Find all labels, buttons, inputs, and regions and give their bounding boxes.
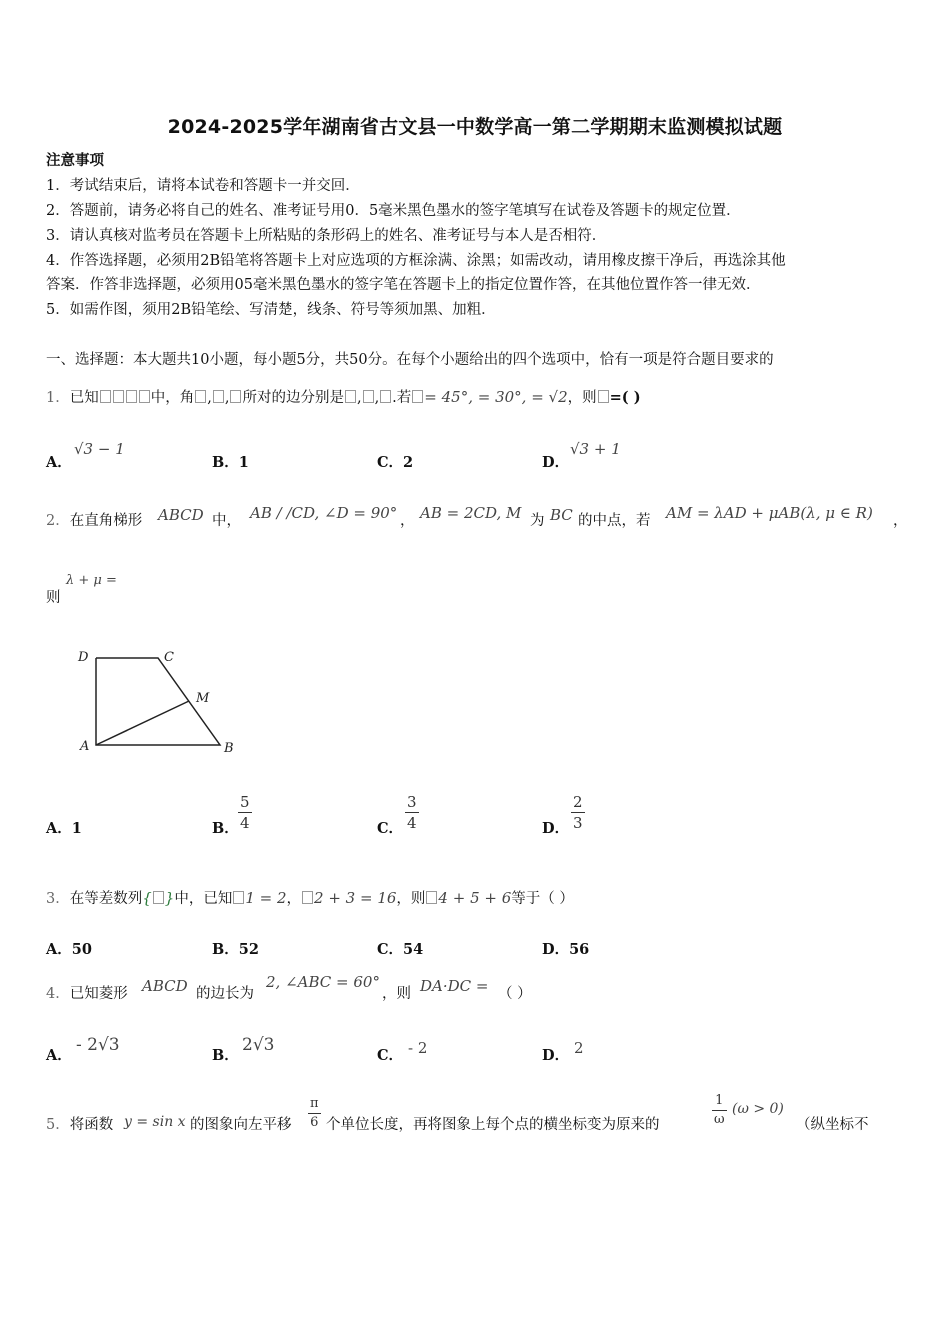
placeholder-icon <box>363 390 374 403</box>
q2-math-3: AB = 2CD, M <box>420 504 522 522</box>
q3-text-2: 中，已知 <box>174 891 233 907</box>
q3-option-d: D．56 <box>542 941 590 958</box>
placeholder-icon <box>345 390 356 403</box>
segment-am <box>96 701 189 745</box>
page-title: 2024-2025学年湖南省古文县一中数学高一第二学期期末监测模拟试题 <box>167 116 783 138</box>
q3-sequence: { } <box>142 889 175 907</box>
q4-math-2: 2, ∠ABC = 60° <box>266 973 380 991</box>
q3-text-5: 等于（ ） <box>511 891 574 907</box>
q1-text-4: .若 <box>392 390 412 406</box>
q1-text-2: 中，角 <box>150 390 195 406</box>
q2-option-a: A．1 <box>46 820 82 837</box>
notice-item-4b: 答案．作答非选择题，必须用05毫米黑色墨水的签字笔在答题卡上的指定位置作答，在其他位置作答一律无效． <box>46 277 761 293</box>
placeholder-icon <box>195 390 206 403</box>
placeholder-icon <box>426 891 437 904</box>
placeholder-icon <box>230 390 241 403</box>
q1-option-c: C．2 <box>377 454 414 471</box>
q1-option-d: D． <box>542 454 570 471</box>
q2-text-7: 则 <box>46 590 61 606</box>
q2-text-1: 在直角梯形 <box>69 513 143 529</box>
q2-text-2: 中， <box>212 513 241 529</box>
q1-condition: = 45°, = 30°, = √2 <box>424 388 568 406</box>
notice-item-2: 2．答题前，请务必将自己的姓名、准考证号用0．5毫米黑色墨水的签字笔填写在试卷及答题卡的规定位置． <box>46 203 741 219</box>
label-c: C <box>164 650 174 665</box>
q5-text-3: 个单位长度，再将图象上每个点的横坐标变为原来的 <box>326 1117 660 1133</box>
q5-math-1: y = sin x <box>124 1114 186 1130</box>
q4-math-1: ABCD <box>142 977 188 995</box>
placeholder-icon <box>412 390 423 403</box>
q3-text-1: 在等差数列 <box>69 891 143 907</box>
notice-heading: 注意事项 <box>46 152 104 169</box>
label-m: M <box>196 691 210 706</box>
q2-math-4: BC <box>550 506 573 524</box>
notice-item-5: 5．如需作图，须用2B铅笔绘、写清楚，线条、符号等须加黑、加粗． <box>46 302 496 318</box>
q1-option-d-value: √3 + 1 <box>570 440 621 458</box>
q3-text-4: ，则 <box>396 891 426 907</box>
q1-text-1: 已知 <box>69 390 99 406</box>
question-1: 1．已知 中，角 , , 所对的边分别是 , , .若 = 45°, = 30°, = √2，则 =( ) <box>46 388 641 406</box>
notice-item-3: 3．请认真核对监考员在答题卡上所粘贴的条形码上的姓名、准考证号与本人是否相符． <box>46 228 607 244</box>
q5-fraction-1: $\frac{\pi}{6}$ <box>310 1096 319 1130</box>
placeholder-icon <box>598 390 609 403</box>
q5-text-4: （纵坐标不 <box>796 1117 869 1133</box>
q3-cond-2: 2 + 3 = 16 <box>314 889 397 907</box>
q4-option-d: D． <box>542 1047 570 1064</box>
q5-fraction-2: $\frac{1}{\omega}$ <box>714 1093 725 1127</box>
q1-option-a: A． <box>46 454 72 471</box>
q3-option-a: A．50 <box>46 941 92 958</box>
q4-text-2: 的边长为 <box>196 986 254 1002</box>
q4-option-c: C． <box>377 1047 404 1064</box>
q2-option-b: B． <box>212 820 239 837</box>
placeholder-icon <box>213 390 224 403</box>
q4-option-d-value: 2 <box>574 1039 584 1057</box>
question-3 <box>46 888 574 909</box>
q4-option-a-value: - 2√3 <box>76 1035 120 1055</box>
placeholder-icon <box>113 390 124 403</box>
q3-option-c: C．54 <box>377 941 424 958</box>
q2-math-6: λ + μ = <box>66 573 117 588</box>
label-a: A <box>80 739 90 754</box>
q2-math-5: AM = λAD + μAB(λ, μ ∈ R) <box>666 504 873 522</box>
q4-option-a: A． <box>46 1047 72 1064</box>
q4-number: 4． <box>46 986 70 1002</box>
q4-option-b-value: 2√3 <box>242 1035 275 1055</box>
label-b: B <box>224 741 234 756</box>
q2-text-3: ， <box>400 513 415 529</box>
q4-option-b: B． <box>212 1047 239 1064</box>
q1-text-5: ，则 <box>567 390 597 406</box>
q2-option-c: C． <box>377 820 404 837</box>
placeholder-icon <box>100 390 111 403</box>
notice-item-1: 1．考试结束后，请将本试卷和答题卡一并交回． <box>46 178 360 194</box>
q2-text-5: 的中点，若 <box>578 513 651 529</box>
placeholder-icon <box>126 390 137 403</box>
q5-text-2: 的图象向左平移 <box>190 1117 292 1133</box>
question-4 <box>46 984 128 1004</box>
q1-option-b: B．1 <box>212 454 249 471</box>
q2-text-6: ， <box>893 513 908 529</box>
notice-item-4a: 4．作答选择题，必须用2B铅笔将答题卡上对应选项的方框涂满、涂黑；如需改动，请用橡皮擦干净后，再选涂其他 <box>46 253 786 269</box>
q2-text-4: 为 <box>530 513 545 529</box>
q4-option-c-value: - 2 <box>408 1039 428 1057</box>
q3-option-b: B．52 <box>212 941 259 958</box>
placeholder-icon <box>380 390 391 403</box>
q3-number: 3． <box>46 891 70 907</box>
question-5 <box>46 1115 113 1135</box>
q3-cond-3: 4 + 5 + 6 <box>438 889 512 907</box>
q4-math-3: DA·DC = <box>420 977 489 995</box>
label-d: D <box>78 650 89 665</box>
q5-math-2: (ω > 0) <box>732 1101 784 1117</box>
placeholder-icon <box>302 891 313 904</box>
q4-text-1: 已知菱形 <box>69 986 128 1002</box>
placeholder-icon <box>233 891 244 904</box>
q2-option-d-fraction: $\frac{2}{3}$ <box>573 793 583 832</box>
q2-math-1: ABCD <box>158 506 204 524</box>
q2-option-b-fraction: $\frac{5}{4}$ <box>240 793 250 832</box>
q5-number: 5． <box>46 1117 70 1133</box>
section-heading: 一、选择题：本大题共10小题，每小题5分，共50分。在每个小题给出的四个选项中，恰有一项是符合题目要求的 <box>46 352 774 368</box>
q1-text-3: 所对的边分别是 <box>242 390 344 406</box>
q2-math-2: AB / /CD, ∠D = 90° <box>250 504 398 522</box>
q2-option-d: D． <box>542 820 570 837</box>
placeholder-icon <box>153 891 164 904</box>
q1-number: 1． <box>46 390 70 406</box>
q2-number: 2． <box>46 513 70 529</box>
q3-cond-1: 1 = 2 <box>245 889 287 907</box>
question-2 <box>46 511 142 531</box>
q5-text-1: 将函数 <box>69 1117 114 1133</box>
placeholder-icon <box>139 390 150 403</box>
q1-text-6: =( ) <box>609 389 641 406</box>
q4-text-3: ，则 <box>382 986 411 1002</box>
q2-option-c-fraction: $\frac{3}{4}$ <box>407 793 417 832</box>
q4-text-4: （ ） <box>498 986 532 1002</box>
q1-option-a-value: √3 − 1 <box>74 440 125 458</box>
trapezoid-figure <box>70 640 250 760</box>
q3-text-3: ， <box>286 891 302 907</box>
